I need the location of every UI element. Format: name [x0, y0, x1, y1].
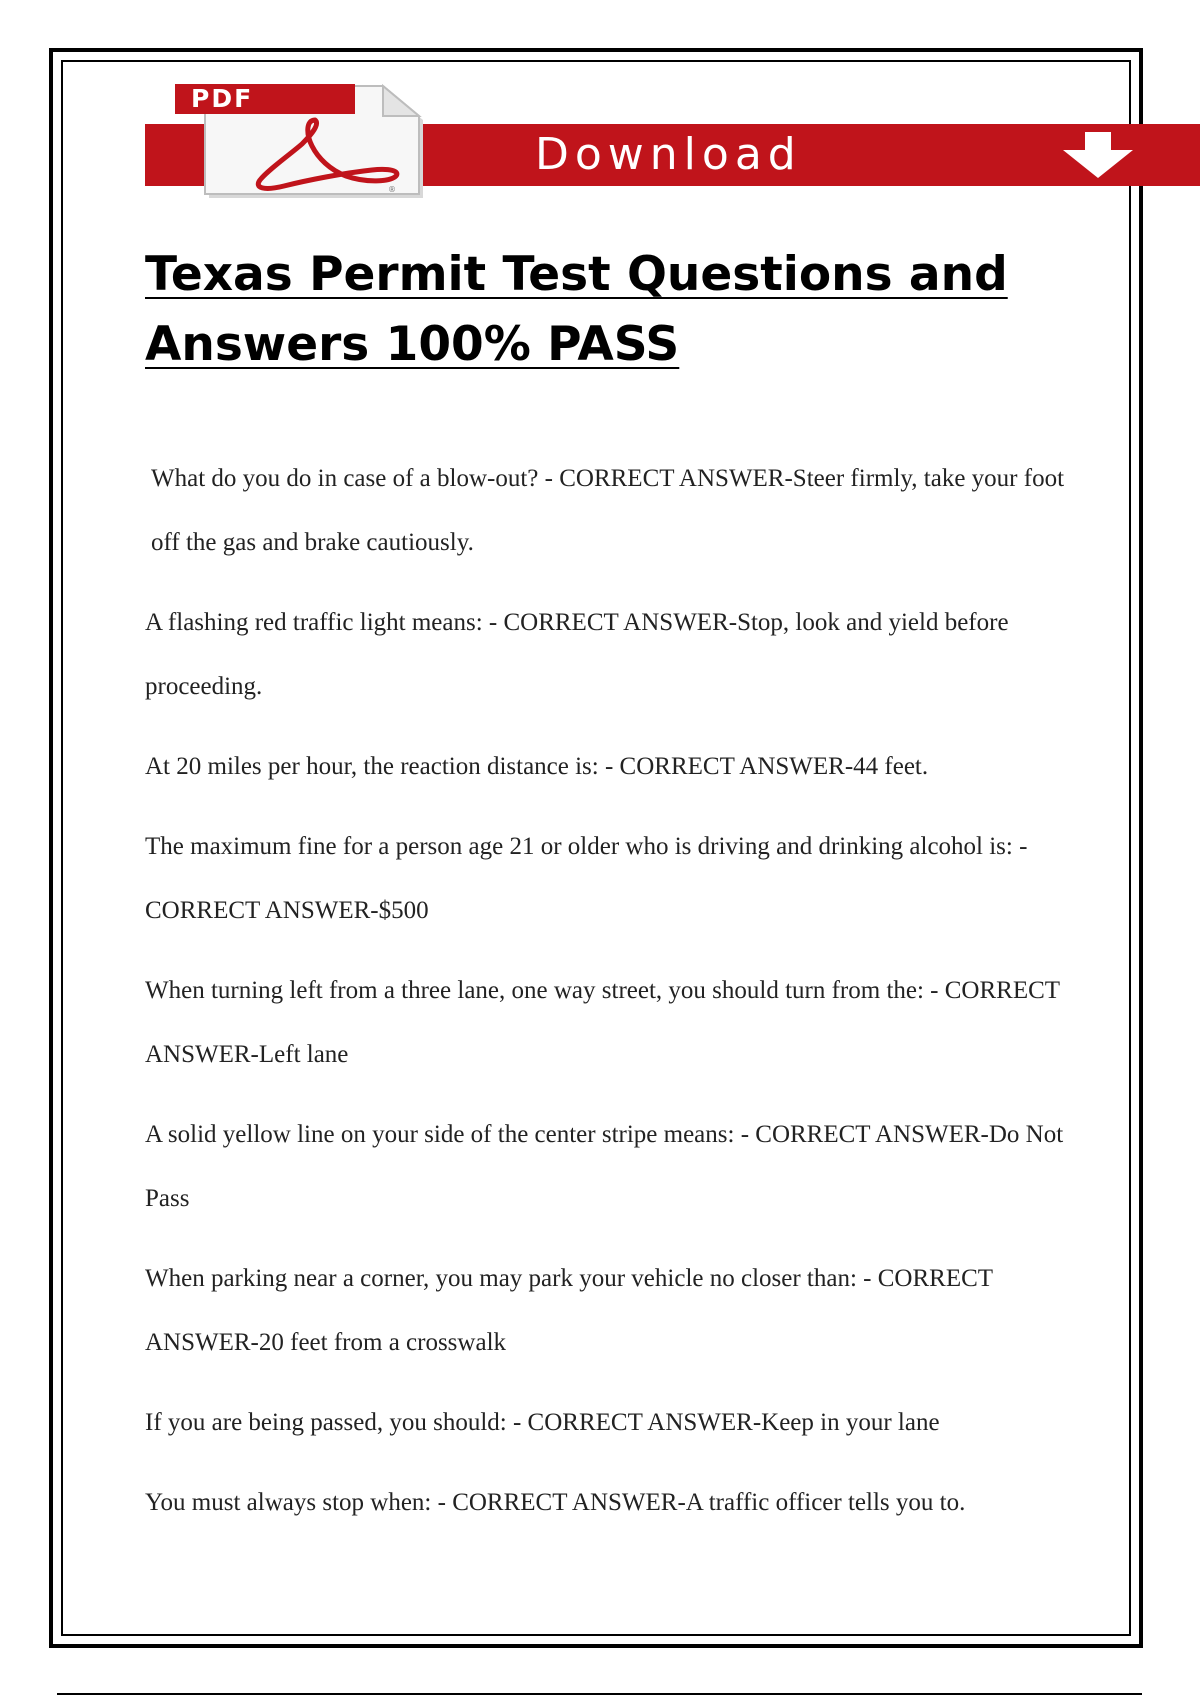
download-label[interactable]: Download: [535, 129, 802, 180]
qa-item: When parking near a corner, you may park your vehicle no closer than: - CORRECT ANSWER-20 feet from a crosswalk: [145, 1265, 993, 1356]
qa-item: What do you do in case of a blow-out? - CORRECT ANSWER-Steer firmly, take your foot off the gas and brake cautiously.: [151, 465, 1065, 556]
pdf-download-banner[interactable]: [145, 78, 1200, 200]
qa-item: At 20 miles per hour, the reaction distance is: - CORRECT ANSWER-44 feet.: [145, 753, 929, 780]
qa-item: If you are being passed, you should: - CORRECT ANSWER-Keep in your lane: [145, 1409, 940, 1436]
pdf-document-icon[interactable]: [175, 78, 445, 200]
qa-item: You must always stop when: - CORRECT ANSWER-A traffic officer tells you to.: [145, 1489, 966, 1516]
qa-item: A solid yellow line on your side of the center stripe means: - CORRECT ANSWER-Do Not Pass: [145, 1121, 1064, 1212]
qa-item: The maximum fine for a person age 21 or older who is driving and drinking alcohol is: - CORRECT ANSWER-$500: [145, 833, 1028, 924]
qa-item: A flashing red traffic light means: - CORRECT ANSWER-Stop, look and yield before proceeding.: [145, 609, 1009, 700]
qa-list: [145, 447, 1065, 1551]
pdf-label: PDF: [175, 84, 355, 114]
acrobat-logo-icon: [220, 116, 420, 196]
bottom-divider: [57, 1693, 1142, 1695]
qa-item: When turning left from a three lane, one way street, you should turn from the: - CORRECT ANSWER-Left lane: [145, 977, 1060, 1068]
svg-text:®: ®: [388, 185, 396, 194]
page-title: Texas Permit Test Questions and Answers 100% PASS: [145, 247, 1008, 372]
download-arrow-icon[interactable]: [1055, 130, 1141, 180]
